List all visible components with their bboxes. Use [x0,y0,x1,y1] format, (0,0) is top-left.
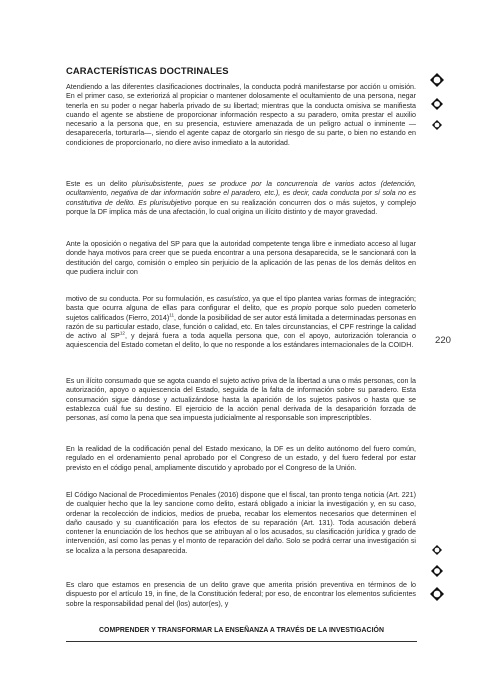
diamond-ring-icon [430,97,444,111]
paragraph-2-text [66,180,416,217]
diamond-ring-icon [430,118,444,132]
diamond-ring-icon [430,73,444,87]
p2-span-a: Este es un delito [66,180,132,188]
p4-span-g: , y dejará fuera a toda aquella persona que, con el apoyo, autorización tolerancia o aquiescencia del Estado cometan el delito, lo que no responde a los estándares internacionales de la COIDH. [66,332,416,350]
p2-span-italic: plurisubsistente, pues se produce por la concurrencia de varios actos (detención, ocultamiento, negativa de dar información sobre el paradero, etc.), es decir, cada conducta por sí sola no es constitutiva de delito. Es plurisubjetivo [66,180,417,207]
paragraph-4 [66,295,416,351]
p4-span-f: , donde la posibilidad de ser autor está limitada a determinadas personas en razón de su particular estado, clase, función o calidad, etc. En tales circunstancias, el CPF restringe la calidad de activo al SP [66,313,416,340]
p4-span-propio: propio [291,304,312,313]
paragraph-5 [66,377,416,423]
paragraph-8 [66,581,416,609]
paragraph-1-text: Atendiendo a las diferentes clasificaciones doctrinales, la conducta podrá manifestarse por acción u omisión. En el primer caso, se exteriorizá al propiciar o mantener dolosamente el ocultamiento de una persona, negar tenerla en su poder o negar haberla privado de su libertad; mientras que la conducta omisiva se manifiesta cuando el agente se abstiene de proporcionar información respecto a su paradero, omita prestar el auxilio necesario a la persona que, en su presencia, estuviere amenazada de un peligro actual o inminente — desaparecerla, torturarla—, siendo el agente capaz de otorgarlo sin riesgo de su parte, o bien no estando en condiciones de proporcionarlo, no diere aviso inmediato a la autoridad. [66,83,416,147]
paragraph-8-text: Es claro que estamos en presencia de un delito grave que amerita prisión preventiva en términos de lo dispuesto por el artículo 19, in fine, de la Constitución federal; por eso, de encontrar los elementos suficientes sobre la responsabilidad penal del (los) autor(es), y [66,581,416,608]
diamond-ring-icon [430,543,444,557]
p4-span-a: motivo de su conducta. Por su formulación, es [66,295,217,303]
footnote-ref-11: 11 [169,312,175,318]
paragraph-7-text: El Código Nacional de Procedimientos Penales (2016) dispone que el fiscal, tan pronto tenga noticia (Art. 221) de cualquier hecho que la ley sancione como delito, estará obligado a iniciar la investigación y, en su caso, ordenar la recolección de indicios, medios de prueba, recabar los elementos necesarios que determinen el daño causado y su cuantificación para los efectos de su reparación (Art. 131). Toda acusación deberá contener la enunciación de los hechos que se atribuyan al o los acusados, su clasificación jurídica y grado de intervención, así como las penas y el monto de reparación del daño. Solo se podrá cerrar una investigación si se localiza a la persona desaparecida. [66,491,416,555]
running-footer: COMPRENDER Y TRANSFORMAR LA ENSEÑANZA A TRAVÉS DE LA INVESTIGACIÓN [99,627,384,634]
p2-span-c: porque en su realización concurren dos o más sujetos, y complejo porque la DF implica más de una afectación, lo cual origina un ilícito distinto y de mayor gravedad. [66,198,416,216]
p4-span-casuistico: casuístico [216,295,249,303]
page-number: 220 [435,335,452,346]
paragraph-2 [66,180,416,217]
footer-rule [66,641,417,642]
section-heading: CARACTERÍSTICAS DOCTRINALES [66,65,229,76]
diamond-ring-icon [430,587,444,601]
paragraph-3 [66,240,416,277]
paragraph-6-text: En la realidad de la codificación penal del Estado mexicano, la DF es un delito autónomo del fuero común, regulado en el ordenamiento penal aprobado por el Congreso de un estado, y del fuero federal por estar previsto en el código penal, ampliamente discutido y aprobado por el Congreso de la Unión. [66,445,416,472]
p4-span-c: , ya que el tipo plantea varias formas de integración; basta que ocurra alguna de ellas para configurar el delito, que es [66,295,416,313]
paragraph-1 [66,83,416,148]
diamond-ring-icon [430,564,444,578]
paragraph-3-text: Ante la oposición o negativa del SP para que la autoridad competente tenga libre e inmediato acceso al lugar donde haya motivos para creer que se pueda encontrar a una persona desaparecida, se le sancionará con la destitución del cargo, comisión o empleo sin perjuicio de la aplicación de las penas de los demás delitos en que pudiera incluir con [66,240,416,276]
paragraph-7 [66,491,416,556]
p4-span-e: porque solo pueden cometerlo sujetos calificados (Fierro, 2014) [66,304,416,322]
paragraph-5-text: Es un ilícito consumado que se agota cuando el sujeto activo priva de la libertad a una o más personas, con la autorización, apoyo o aquiescencia del Estado, seguida de la falta de información sobre su paradero. Esta consumación sigue dándose y actualizándose hasta la aparición de los sujetos pasivos o hasta que se establezca cuál fue su destino. El ejercicio de la acción penal derivada de la desaparición forzada de personas, así como la pena que sea impuesta judicialmente al responsable son imprescriptibles. [66,377,416,422]
footnote-ref-12: 12 [119,330,125,336]
paragraph-4-text [66,295,416,351]
paragraph-6 [66,445,416,473]
